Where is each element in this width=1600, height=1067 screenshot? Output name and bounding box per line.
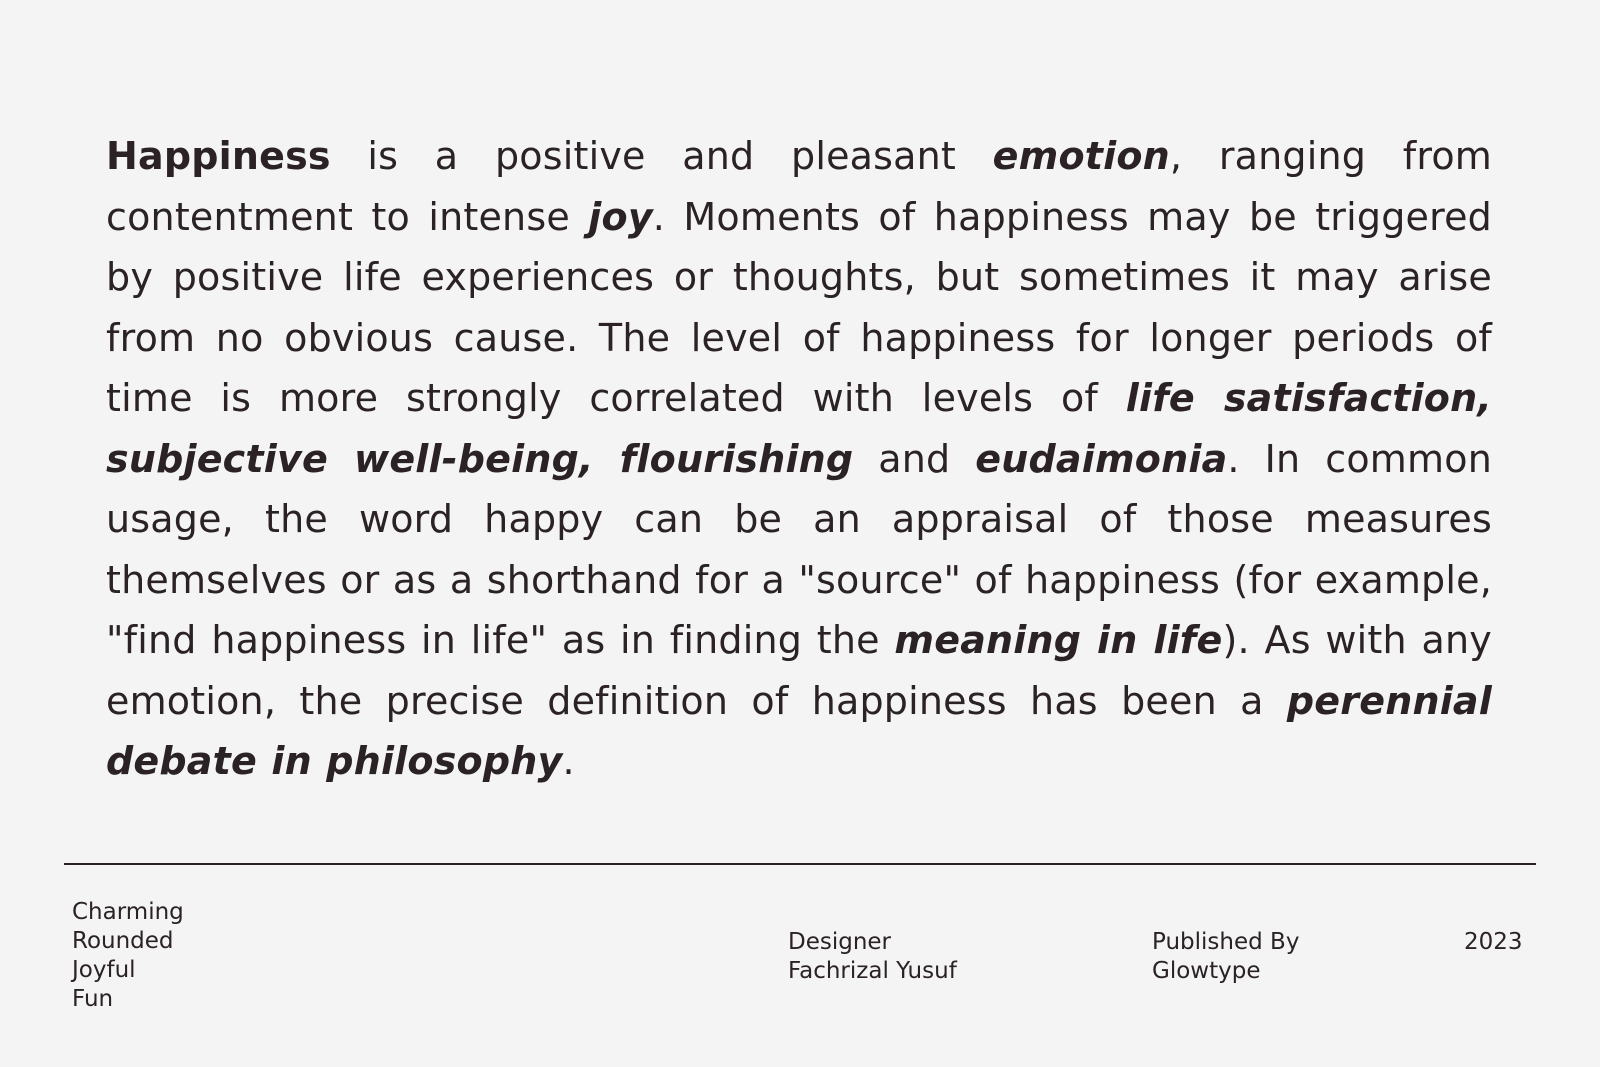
term-emotion: emotion (992, 134, 1170, 178)
font-tags (72, 898, 184, 1014)
tag-item: Rounded (72, 928, 174, 954)
designer-credit (788, 928, 957, 986)
term-life-satisfaction: life satisfaction, subjective well-being, flourishing (106, 376, 1492, 481)
text-run: ). As with any emotion, the precise definition of happiness has been a (106, 618, 1492, 723)
text-run: , ranging from contentment to intense (106, 134, 1492, 239)
tag-item: Joyful (72, 957, 136, 983)
term-eudaimonia: eudaimonia (975, 436, 1228, 481)
text-run: . Moments of happiness may be triggered by positive life experiences or thoughts, but sometimes it may arise from no obvious cause. The level of happiness for longer periods of time is more strongly correlated with levels of (106, 194, 1492, 420)
release-year: 2023 (1464, 929, 1523, 955)
text-run: . In common usage, the word happy can be an appraisal of those measures themselves or as a shorthand for a "source" of happiness (for example, "find happiness in life" as in finding the (106, 436, 1492, 662)
designer-label: Designer (788, 929, 892, 955)
term-perennial-debate: perennial debate in philosophy (106, 678, 1492, 783)
footer-divider (64, 863, 1536, 865)
term-happiness: Happiness (106, 134, 331, 178)
term-joy: joy (588, 194, 653, 239)
text-run: is a positive and pleasant (330, 134, 993, 178)
term-meaning-in-life: meaning in life (894, 618, 1223, 662)
publisher-name: Glowtype (1152, 958, 1261, 984)
text-run: . (562, 739, 575, 783)
tag-item: Fun (72, 986, 114, 1012)
publisher-credit (1152, 928, 1299, 986)
specimen-paragraph (106, 126, 1492, 792)
designer-name: Fachrizal Yusuf (788, 958, 957, 984)
tag-item: Charming (72, 899, 184, 925)
text-run: and (853, 436, 976, 481)
publisher-label: Published By (1152, 929, 1300, 955)
